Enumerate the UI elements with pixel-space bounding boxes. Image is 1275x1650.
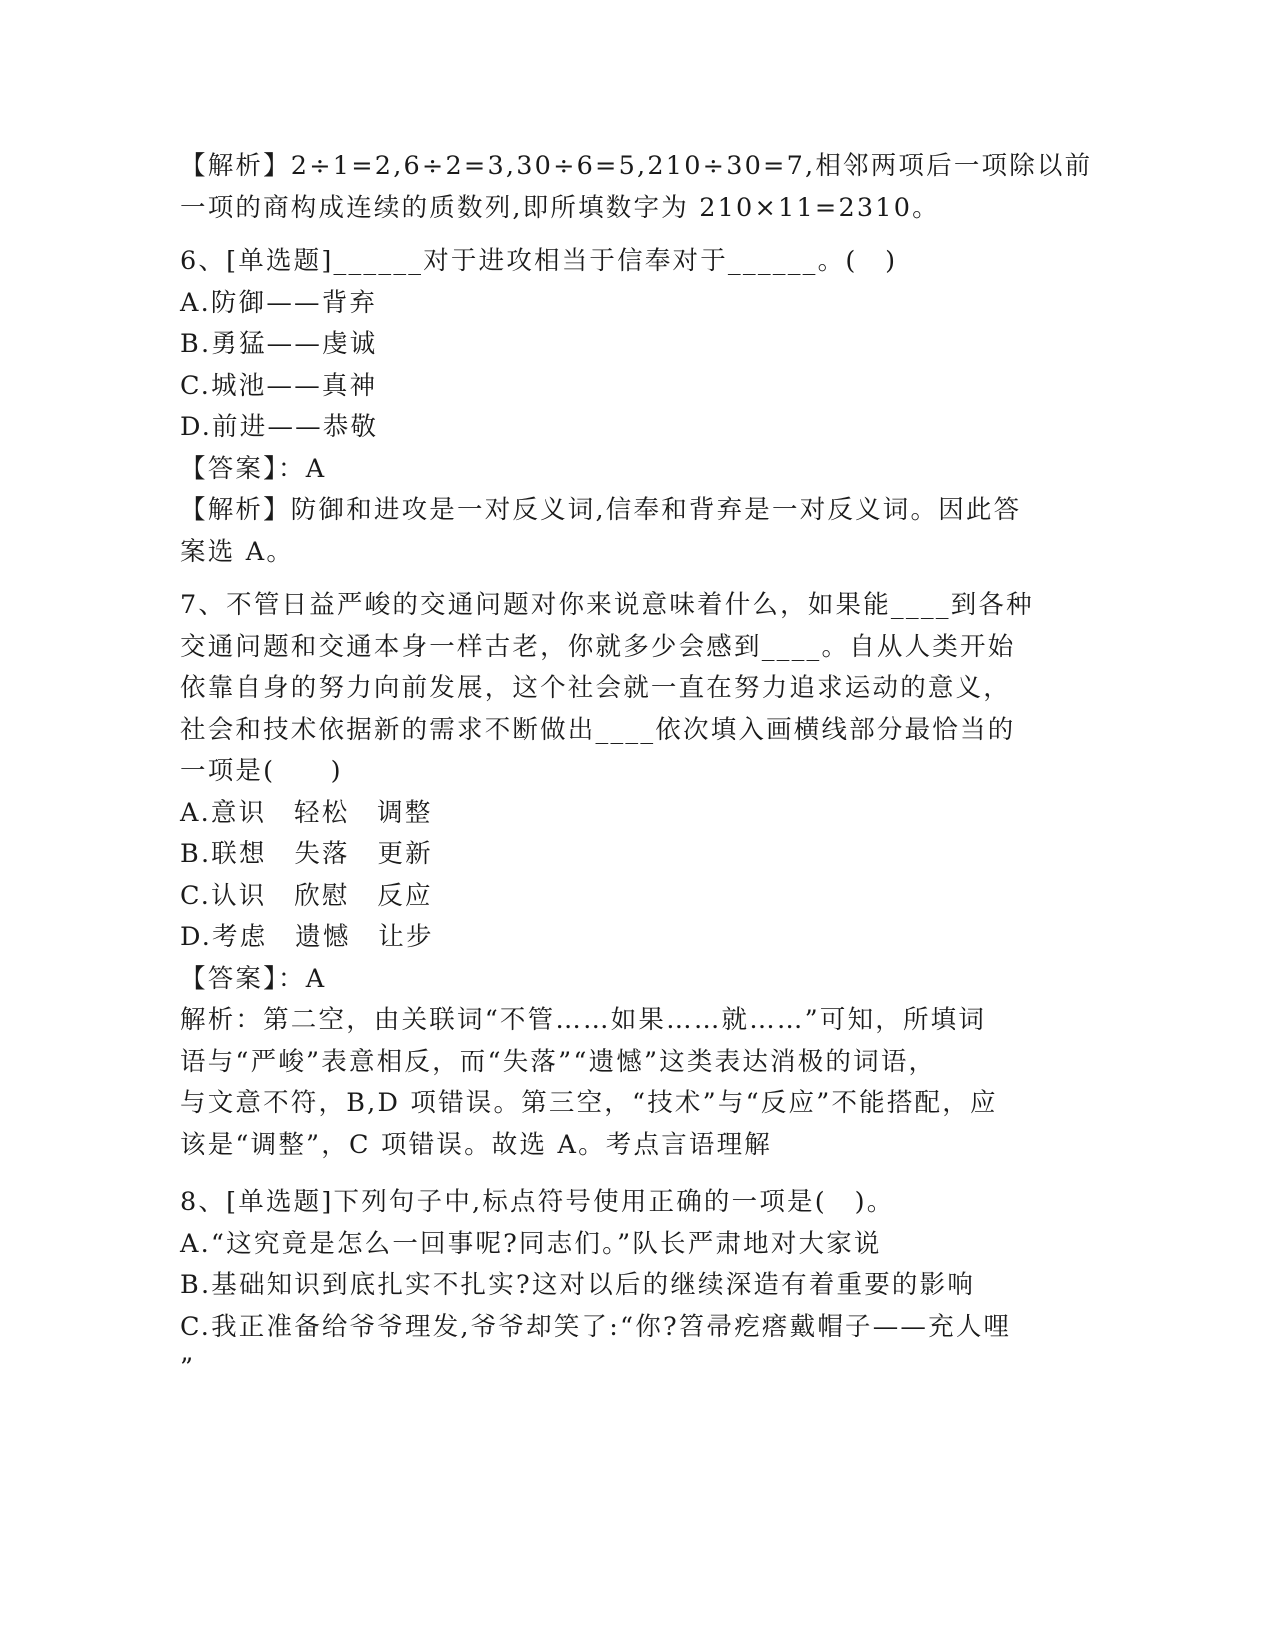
q7-stem-line-5: 一项是( ): [180, 756, 343, 786]
spacer: [180, 229, 1060, 241]
q7-option-a: A.意识 轻松 调整: [180, 797, 433, 828]
q8-option-b: B.基础知识到底扎实不扎实?这对以后的继续深造有着重要的影响: [180, 1270, 976, 1300]
q7-stem-line-2: 交通问题和交通本身一样古老，你就多少会感到____。自从人类开始: [180, 631, 1016, 662]
q8-option-c: C.我正准备给爷爷理发,爷爷却笑了:“你?笤帚疙瘩戴帽子——充人哩: [180, 1311, 1012, 1342]
q7-option-b: B.联想 失落 更新: [180, 839, 433, 869]
q6-analysis-line-2: 案选 A。: [180, 536, 295, 567]
q7-analysis-line-4: 该是“调整”，C 项错误。故选 A。考点言语理解: [180, 1129, 773, 1160]
q7-analysis-line-1: 解析：第二空，由关联词“不管……如果……就……”可知，所填词: [180, 1005, 987, 1035]
spacer: [180, 573, 1060, 585]
document-page: [180, 146, 1093, 1390]
q5-analysis-line-2: 一项的商构成连续的质数列,即所填数字为 210×11=2310。: [180, 192, 940, 223]
q7-option-c: C.认识 欣慰 反应: [180, 880, 433, 911]
q7-stem-line-3: 依靠自身的努力向前发展，这个社会就一直在努力追求运动的意义，: [180, 673, 1012, 703]
q6-answer: 【答案】：A: [180, 453, 327, 484]
q5-analysis-line-1: 【解析】2÷1=2,6÷2=3,30÷6=5,210÷30=7,相邻两项后一项除以前: [180, 151, 1093, 181]
q7-analysis-line-2: 语与“严峻”表意相反，而“失落”“遗憾”这类表达消极的词语，: [180, 1046, 937, 1077]
q7-stem-line-4: 社会和技术依据新的需求不断做出____依次填入画横线部分最恰当的: [180, 714, 1016, 745]
q7-answer: 【答案】：A: [180, 963, 327, 994]
q8-stem: 8、[单选题]下列句子中,标点符号使用正确的一项是( )。: [180, 1187, 895, 1217]
q6-analysis-line-1: 【解析】防御和进攻是一对反义词,信奉和背弃是一对反义词。因此答: [180, 495, 1022, 525]
q7-analysis-line-3: 与文意不符，B,D 项错误。第三空，“技术”与“反应”不能搭配，应: [180, 1088, 998, 1118]
q8-option-a: A.“这究竟是怎么一回事呢?同志们。”队长严肃地对大家说: [180, 1228, 882, 1259]
q8-option-c-continuation: ”: [180, 1353, 196, 1383]
q6-option-a: A.防御——背弃: [180, 287, 378, 318]
q7-stem-line-1: 7、不管日益严峻的交通问题对你来说意味着什么，如果能____到各种: [180, 590, 1034, 620]
q6-option-b: B.勇猛——虔诚: [180, 329, 378, 359]
q6-option-c: C.城池——真神: [180, 370, 378, 401]
q6-option-d: D.前进——恭敬: [180, 412, 379, 442]
q6-stem: 6、[单选题]______对于进攻相当于信奉对于______。( ): [180, 246, 898, 276]
spacer: [180, 1166, 1060, 1182]
q7-option-d: D.考虑 遗憾 让步: [180, 922, 434, 952]
